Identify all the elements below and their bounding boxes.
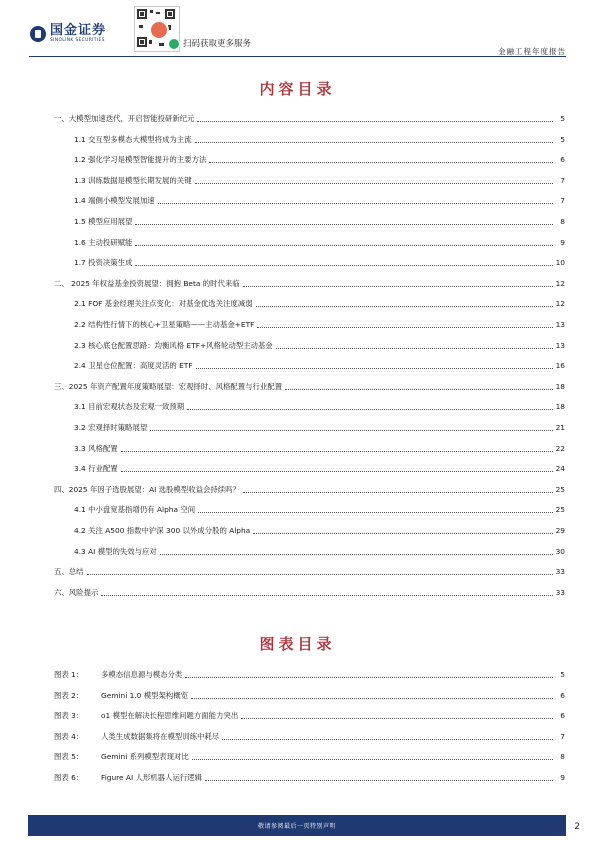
toc-leader-dots: [195, 141, 553, 143]
toc-leader-dots: [257, 326, 553, 328]
toc-entry[interactable]: [54, 501, 565, 515]
toc-entry-title: 三、2025 年资产配置年度策略展望：宏观择时、风格配置与行业配置: [54, 381, 283, 391]
toc-entry-page: 6: [560, 155, 565, 165]
toc-entry-page: 18: [555, 381, 565, 391]
figure-entry-title: 多模态信息源与模态分类: [101, 670, 183, 679]
toc-entry-title: 五、总结: [54, 567, 84, 577]
toc-entry-page: 13: [555, 340, 565, 350]
toc-entry[interactable]: [54, 419, 565, 433]
toc-entry-page: 25: [555, 484, 565, 494]
toc-entry-title: 4.1 中小盘宽基指增仍有 Alpha 空间: [74, 505, 196, 515]
brand-name-en: SINOLINK SECURITIES: [50, 38, 105, 43]
toc-entry-page: 9: [560, 237, 565, 247]
toc-entry-title: 3.3 风格配置: [74, 443, 118, 453]
toc-entry-title: 1.1 交互型多模态大模型将成为主流: [74, 134, 192, 144]
toc-entry-page: 16: [555, 361, 565, 371]
toc-entry[interactable]: [54, 563, 565, 577]
toc-entry[interactable]: [54, 357, 565, 371]
toc-entry-title: 4.2 关注 A500 指数中沪深 300 以外成分股的 Alpha: [74, 526, 251, 535]
figure-entry-page: 5: [560, 670, 565, 679]
toc-entry-title: 3.1 目前宏观状态及宏观一致预期: [74, 402, 185, 412]
figure-entry-page: 8: [560, 752, 565, 762]
toc-entry-page: 7: [560, 175, 565, 185]
toc-leader-dots: [150, 429, 553, 431]
toc-entry-page: 12: [555, 278, 565, 288]
figure-leader-dots: [192, 758, 553, 760]
toc-entry-page: 7: [560, 196, 565, 206]
figure-entry[interactable]: [54, 728, 565, 742]
toc-entry-title: 1.6 主动投研赋能: [74, 237, 133, 247]
figure-entry-title: Figure AI 人形机器人运行逻辑: [101, 773, 203, 782]
toc-entry-page: 13: [555, 320, 565, 329]
toc-entry[interactable]: [54, 192, 565, 206]
toc-entry[interactable]: [54, 440, 565, 454]
toc-entry-page: 10: [555, 258, 565, 268]
toc-leader-dots: [135, 264, 553, 266]
toc-entry-title: 1.5 模型应用展望: [74, 217, 133, 226]
document-type: 金融工程年度报告: [498, 47, 566, 56]
page-header: [0, 0, 595, 62]
logo-icon: [30, 26, 46, 42]
toc-leader-dots: [187, 408, 553, 410]
toc-entry[interactable]: [54, 337, 565, 351]
toc-leader-dots: [158, 202, 553, 204]
toc-entry-page: 33: [555, 587, 565, 597]
figure-entry-page: 7: [560, 731, 565, 741]
toc-entry[interactable]: [54, 234, 565, 248]
toc-leader-dots: [135, 223, 553, 225]
toc-leader-dots: [121, 450, 553, 452]
figure-entry-label: 图表 5：: [54, 752, 84, 762]
figure-leader-dots: [185, 676, 553, 678]
toc-entry-page: 29: [555, 526, 565, 535]
qr-caption: 扫码获取更多服务: [183, 39, 252, 49]
toc-entry[interactable]: [54, 522, 565, 536]
figure-entry[interactable]: [54, 666, 565, 680]
toc-entry-page: 5: [560, 134, 565, 144]
toc-entry-page: 24: [555, 464, 565, 474]
toc-entry[interactable]: [54, 584, 565, 598]
toc-leader-dots: [256, 305, 553, 307]
toc-leader-dots: [135, 244, 553, 246]
toc-entry-page: 33: [555, 567, 565, 577]
toc-leader-dots: [253, 532, 553, 534]
toc-entry[interactable]: [54, 481, 565, 495]
toc-leader-dots: [285, 388, 553, 390]
toc-leader-dots: [196, 367, 553, 369]
figure-entry-page: 9: [560, 773, 565, 782]
figure-entry-title: o1 模型在解决长程思维问题方面能力突出: [101, 711, 239, 721]
toc-entry[interactable]: [54, 172, 565, 186]
toc-entry-page: 18: [555, 402, 565, 412]
toc-entry-title: 3.4 行业配置: [74, 464, 118, 474]
toc-leader-dots: [209, 161, 553, 163]
toc-entry[interactable]: [54, 398, 565, 412]
toc-leader-dots: [243, 491, 553, 493]
toc-entry[interactable]: [54, 543, 565, 557]
toc-entry-title: 2.4 卫星仓位配置：高度灵活的 ETF: [74, 361, 193, 371]
toc-entry-title: 4.3 AI 模型的失效与应对: [74, 546, 157, 556]
toc-entry-title: 1.2 强化学习是模型智能提升的主要方法: [74, 155, 207, 165]
toc-entry[interactable]: [54, 151, 565, 165]
toc-leader-dots: [198, 511, 553, 513]
figure-entry-label: 图表 6：: [54, 773, 84, 782]
page-footer: [28, 815, 566, 836]
toc-title: 内容目录: [259, 80, 336, 98]
toc-entry[interactable]: [54, 110, 565, 124]
figure-entry-label: 图表 4：: [54, 731, 84, 741]
toc-entry-title: 2.1 FOF 基金经理关注点变化：对基金优选关注度减弱: [74, 299, 253, 309]
toc-leader-dots: [243, 285, 553, 287]
toc-entry[interactable]: [54, 460, 565, 474]
toc-entry[interactable]: [54, 131, 565, 145]
figure-entry[interactable]: [54, 707, 565, 721]
toc-leader-dots: [121, 470, 553, 472]
figure-leader-dots: [191, 697, 553, 699]
figure-entry-label: 图表 3：: [54, 711, 84, 721]
toc-entry-page: 25: [555, 505, 565, 515]
toc-entry[interactable]: [54, 275, 565, 289]
toc-entry-page: 5: [560, 114, 565, 123]
figures-title: 图表目录: [259, 635, 336, 653]
toc-entry[interactable]: [54, 254, 565, 268]
figure-leader-dots: [222, 738, 553, 740]
toc-entry-title: 1.4 端侧小模型发展加速: [74, 196, 155, 206]
figure-leader-dots: [205, 779, 553, 781]
figure-entry[interactable]: [54, 769, 565, 783]
figure-entry-title: Gemini 系列模型表现对比: [101, 752, 189, 762]
wechat-icon: [168, 38, 180, 50]
brand-name-cn: 国金证券: [50, 23, 107, 38]
disclaimer-notice: 敬请参阅最后一页特别声明: [257, 823, 336, 830]
toc-entry-title: 一、大模型加速迭代，开启智能投研新纪元: [54, 114, 195, 123]
company-logo: [30, 24, 106, 44]
toc-leader-dots: [276, 347, 553, 349]
header-divider: [29, 56, 566, 57]
figure-entry-label: 图表 1：: [54, 670, 84, 679]
toc-entry-title: 六、风险提示: [54, 587, 99, 597]
toc-entry[interactable]: [54, 295, 565, 309]
toc-leader-dots: [197, 120, 553, 122]
figure-entry-title: Gemini 1.0 模型架构概览: [101, 690, 189, 700]
toc-leader-dots: [160, 553, 553, 555]
toc-entry-title: 1.3 训练数据是模型长期发展的关键: [74, 175, 192, 185]
toc-leader-dots: [87, 573, 553, 575]
figure-entry[interactable]: [54, 748, 565, 762]
toc-entry-page: 30: [555, 546, 565, 556]
toc-entry-page: 21: [555, 423, 565, 432]
toc-entry-page: 8: [560, 217, 565, 226]
toc-leader-dots: [195, 182, 553, 184]
toc-entry[interactable]: [54, 316, 565, 330]
figure-entry-page: 6: [560, 711, 565, 721]
page-number: 2: [574, 822, 580, 832]
figure-entry-page: 6: [560, 690, 565, 700]
toc-entry-title: 四、2025 年因子选股展望：AI 选股模型收益会持续吗？: [54, 484, 240, 494]
figure-entry-label: 图表 2：: [54, 690, 84, 700]
toc-entry-title: 2.2 结构性行情下的核心+卫星策略——主动基金+ETF: [74, 320, 255, 329]
figure-leader-dots: [241, 717, 553, 719]
toc-entry-page: 22: [555, 443, 565, 453]
figure-entry-title: 人类生成数据集将在模型训练中耗尽: [101, 731, 220, 741]
toc-entry-title: 3.2 宏观择时策略展望: [74, 423, 148, 432]
toc-entry-title: 二、 2025 年权益基金投资展望：拥抱 Beta 的时代来临: [54, 278, 240, 288]
toc-entry-page: 12: [555, 299, 565, 309]
qr-center-logo-icon: [149, 20, 169, 40]
toc-entry[interactable]: [54, 378, 565, 392]
toc-entry-title: 2.3 核心底仓配置思路：均衡风格 ETF+风格轮动型主动基金: [74, 340, 273, 350]
toc-leader-dots: [101, 594, 553, 596]
figure-entry[interactable]: [54, 687, 565, 701]
toc-entry[interactable]: [54, 213, 565, 227]
toc-entry-title: 1.7 投资决策生成: [74, 258, 133, 268]
